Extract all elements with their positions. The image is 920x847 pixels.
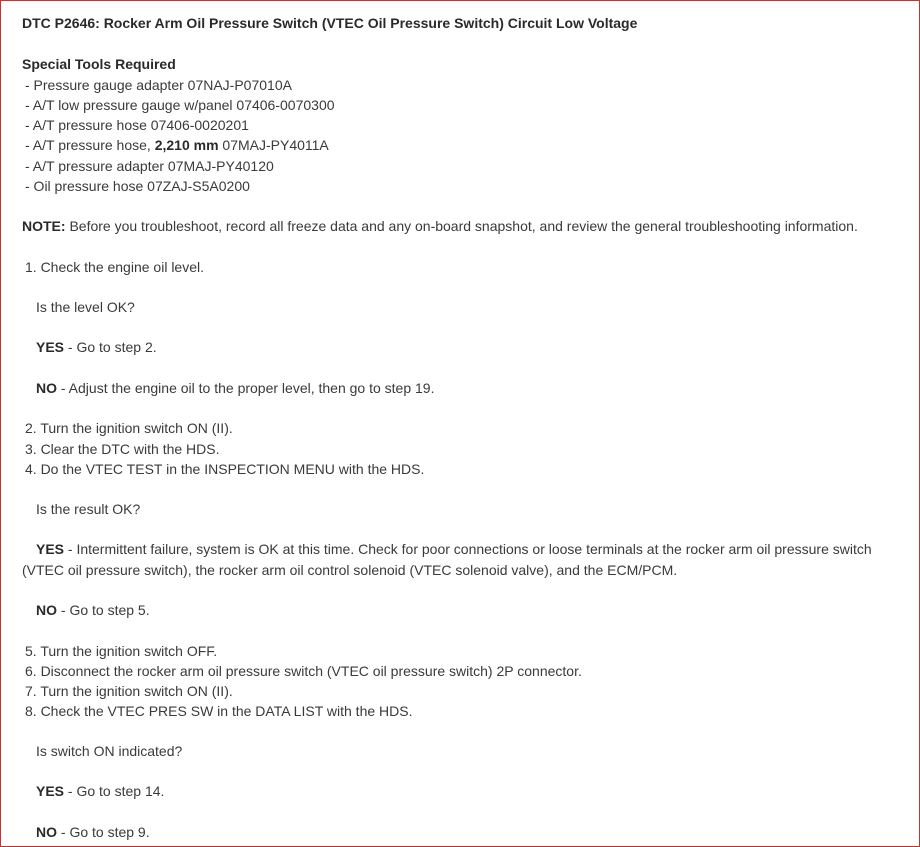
step: 8. Check the VTEC PRES SW in the DATA LIST with the HDS. xyxy=(25,703,413,719)
step: 2. Turn the ignition switch ON (II). xyxy=(25,420,233,436)
answer-yes xyxy=(36,337,157,357)
tool-item: - Pressure gauge adapter 07NAJ-P07010A xyxy=(25,77,292,93)
tools-heading: Special Tools Required xyxy=(22,56,176,72)
step: 5. Turn the ignition switch OFF. xyxy=(25,643,218,659)
no-label: NO xyxy=(36,380,57,396)
step: 6. Disconnect the rocker arm oil pressure switch (VTEC oil pressure switch) 2P connector. xyxy=(25,663,582,679)
yes-label: YES xyxy=(36,783,65,799)
tool-item: - A/T pressure hose 07406-0020201 xyxy=(25,117,249,133)
tool-item: - A/T low pressure gauge w/panel 07406-0070300 xyxy=(25,97,335,113)
answer-no xyxy=(36,822,150,842)
tool-item-length: 2,210 mm xyxy=(154,137,219,153)
note-text: Before you troubleshoot, record all freeze data and any on-board snapshot, and review the general troubleshooting information. xyxy=(65,218,858,234)
no-label: NO xyxy=(36,824,57,840)
answer-text: - Go to step 9. xyxy=(57,824,150,840)
tool-item-text: - A/T pressure hose, xyxy=(25,137,155,153)
note xyxy=(22,216,858,236)
step: 4. Do the VTEC TEST in the INSPECTION MENU with the HDS. xyxy=(25,461,425,477)
tool-item xyxy=(25,135,329,155)
answer-text: - Adjust the engine oil to the proper level, then go to step 19. xyxy=(57,380,435,396)
answer-text: - Intermittent failure, system is OK at this time. Check for poor connections or loose terminals at the rocker arm oil pressure switch (VTEC oil pressure switch), the rocker arm oil control solenoid (VTEC solenoid valve), and the ECM/PCM. xyxy=(22,541,872,578)
yes-label: YES xyxy=(36,339,65,355)
step: 1. Check the engine oil level. xyxy=(25,259,204,275)
tool-item: - A/T pressure adapter 07MAJ-PY40120 xyxy=(25,158,274,174)
answer-text: - Go to step 14. xyxy=(64,783,165,799)
question: Is the level OK? xyxy=(36,299,135,315)
answer-text: - Go to step 5. xyxy=(57,602,150,618)
note-label: NOTE: xyxy=(22,218,66,234)
answer-no xyxy=(36,600,150,620)
answer-no xyxy=(36,378,434,398)
tool-item: - Oil pressure hose 07ZAJ-S5A0200 xyxy=(25,178,250,194)
no-label: NO xyxy=(36,602,57,618)
step: 3. Clear the DTC with the HDS. xyxy=(25,441,220,457)
answer-text: - Go to step 2. xyxy=(64,339,157,355)
answer-yes xyxy=(36,781,164,801)
page-title: DTC P2646: Rocker Arm Oil Pressure Switch (VTEC Oil Pressure Switch) Circuit Low Voltage xyxy=(22,15,638,31)
question: Is switch ON indicated? xyxy=(36,743,183,759)
answer-yes xyxy=(22,539,909,581)
step: 7. Turn the ignition switch ON (II). xyxy=(25,683,233,699)
yes-label: YES xyxy=(36,541,65,557)
question: Is the result OK? xyxy=(36,501,141,517)
tool-item-part: 07MAJ-PY4011A xyxy=(218,137,329,153)
